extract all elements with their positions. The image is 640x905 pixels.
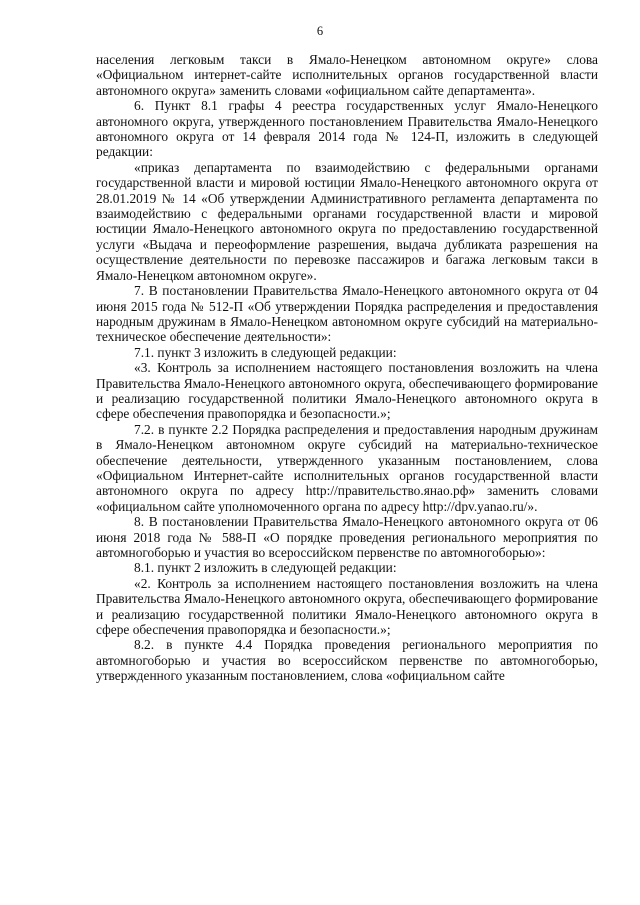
- paragraph-item-7: 7. В постановлении Правительства Ямало-Ненецкого автономного округа от 04 июня 2015 года № 512-П «Об утверждении Порядка распределения и предоставления народным дружинам в Ямало-Ненецком автономном округе субсидий на материально-техническое обеспечение деятельности»:: [96, 283, 598, 345]
- paragraph-item-7-2: 7.2. в пункте 2.2 Порядка распределения и предоставления народным дружинам в Ямало-Ненецком автономном округе субсидий на материально-техническое обеспечение деятельности, утвержденного указанным постановлением, слова «Официальном Интернет-сайте исполнительных органов государственной власти автономного округа по адресу http://правительство.янао.рф» заменить словами «официальном сайте уполномоченного органа по адресу http://dpv.yanao.ru/».: [96, 421, 598, 514]
- document-body: [96, 52, 598, 684]
- paragraph-quote-item-3: «3. Контроль за исполнением настоящего постановления возложить на члена Правительства Ямало-Ненецкого автономного округа, обеспечивающего формирование и реализацию государственной политики Ямало-Ненецкого автономного округа в сфере обеспечения правопорядка и безопасности.»;: [96, 360, 598, 422]
- paragraph-quote-order: «приказ департамента по взаимодействию с федеральными органами государственной власти и мировой юстиции Ямало-Ненецкого автономного округа от 28.01.2019 № 14 «Об утверждении Административного регламента департамента по взаимодействию с федеральными органами государственной власти и мировой юстиции Ямало-Ненецкого автономного округа по предоставлению государственной услуги «Выдача и переоформление разрешения, выдача дубликата разрешения на осуществление деятельности по перевозке пассажиров и багажа легковым такси в Ямало-Ненецком автономном округе».: [96, 159, 598, 283]
- paragraph-continuation: населения легковым такси в Ямало-Ненецком автономном округе» слова «Официальном интернет-сайте исполнительных органов государственной власти автономного округа» заменить словами «официальном сайте департамента».: [96, 52, 598, 98]
- paragraph-item-8: 8. В постановлении Правительства Ямало-Ненецкого автономного округа от 06 июня 2018 года № 588-П «О порядке проведения регионального мероприятия по автомногоборью и участия во всероссийском первенстве по автомногоборью»:: [96, 514, 598, 560]
- paragraph-item-7-1: 7.1. пункт 3 изложить в следующей редакции:: [134, 344, 397, 360]
- paragraph-item-8-2: 8.2. в пункте 4.4 Порядка проведения регионального мероприятия по автомногоборью и участия во всероссийском первенстве по автомногоборью, утвержденного указанным постановлением, слова «официальном сайте: [96, 637, 598, 684]
- page-number: 6: [316, 24, 324, 38]
- paragraph-item-8-1: 8.1. пункт 2 изложить в следующей редакции:: [134, 560, 397, 576]
- paragraph-quote-item-2: «2. Контроль за исполнением настоящего постановления возложить на члена Правительства Ямало-Ненецкого автономного округа, обеспечивающего формирование и реализацию государственной политики Ямало-Ненецкого автономного округа в сфере обеспечения правопорядка и безопасности.»;: [96, 575, 598, 638]
- paragraph-item-6: 6. Пункт 8.1 графы 4 реестра государственных услуг Ямало-Ненецкого автономного округа, утвержденного постановлением Правительства Ямало-Ненецкого автономного округа от 14 февраля 2014 года № 124-П, изложить в следующей редакции:: [96, 98, 598, 160]
